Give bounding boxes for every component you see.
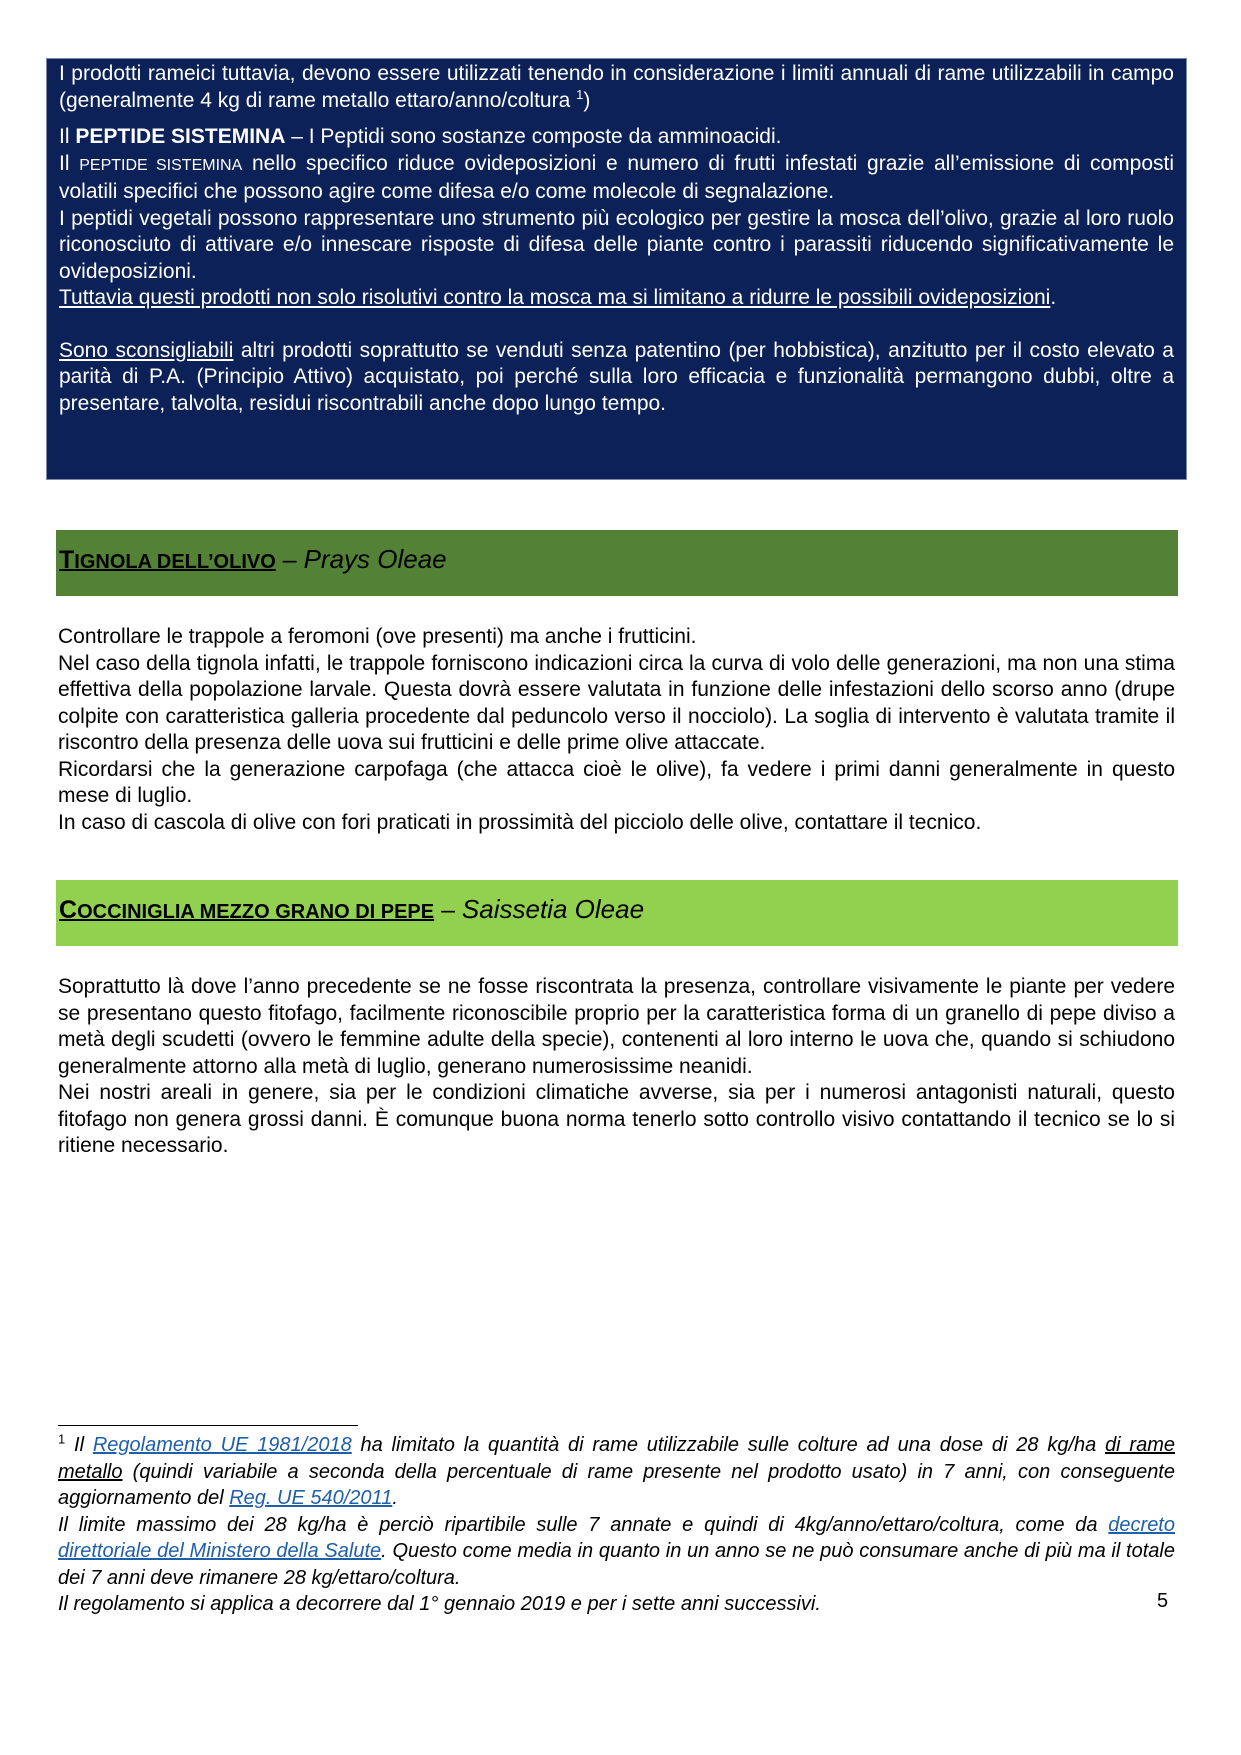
footnote-paragraph-2: Il limite massimo dei 28 kg/ha è perciò ripartibile sulle 7 annate e quindi di 4kg/anno/ettaro/coltura, come da decreto direttoriale del Ministero della Salute. Questo come media in quanto in un anno se ne può consumare anche di più ma il totale dei 7 anni deve rimanere 28 kg/ettaro/coltura. xyxy=(58,1513,1175,1589)
page-number: 5 xyxy=(1157,1590,1169,1612)
footnote-paragraph-3: Il regolamento si applica a decorrere dal 1° gennaio 2019 e per i sette anni successivi. xyxy=(58,1593,821,1615)
footnote-number: 1 xyxy=(58,1431,66,1447)
peptide-sistemina-bold: PEPTIDE SISTEMINA xyxy=(75,125,286,148)
section-title-cocciniglia: COCCINIGLIA MEZZO GRANO DI PEPE xyxy=(59,896,435,924)
section-body-tignola xyxy=(58,624,1175,836)
peptide-detail-paragraph: Il PEPTIDE SISTEMINA nello specifico riduce ovideposizioni e numero di frutti infestati grazie all’emissione di composti volatili specifici che possono agire come difesa e/o come molecole di segnalazione. xyxy=(59,151,1174,203)
decreto-ministero-salute-link[interactable]: decreto direttoriale del Ministero della Salute xyxy=(58,1513,1175,1562)
cocciniglia-line: Nei nostri areali in genere, sia per le condizioni climatiche avverse, sia per i numerosi antagonisti naturali, questo fitofago non genera grossi danni. È comunque buona norma tenerlo sotto controllo visivo contattando il tecnico se lo si ritiene necessario. xyxy=(58,1081,1175,1157)
regolamento-ue-1981-2018-link[interactable]: Regolamento UE 1981/2018 xyxy=(92,1434,352,1456)
section-title-tignola: TIGNOLA DELL’OLIVO xyxy=(59,546,276,574)
footnote xyxy=(58,1432,1175,1618)
peptide-intro-paragraph: Il PEPTIDE SISTEMINA – I Peptidi sono sostanze composte da amminoacidi. xyxy=(59,125,782,148)
tignola-line: Controllare le trappole a feromoni (ove presenti) ma anche i frutticini. xyxy=(58,625,697,648)
tignola-line: In caso di cascola di olive con fori praticati in prossimità del picciolo delle olive, contattare il tecnico. xyxy=(58,810,982,834)
footnote-separator xyxy=(58,1425,358,1426)
reg-ue-540-2011-link[interactable]: Reg. UE 540/2011 xyxy=(229,1487,393,1509)
footnote-ref[interactable]: 1 xyxy=(576,86,584,102)
section-body-cocciniglia xyxy=(58,974,1175,1160)
peptide-vegetal-paragraph: I peptidi vegetali possono rappresentare uno strumento più ecologico per gestire la mosca dell’olivo, grazie al loro ruolo riconosciuto di attivare e/o innescare risposte di difesa delle piante contro i parassiti riducendo significativamente le ovideposizioni. xyxy=(59,206,1174,283)
species-name-prays-oleae: Prays Oleae xyxy=(303,544,447,574)
copper-limits-paragraph: I prodotti rameici tuttavia, devono essere utilizzati tenendo in considerazione i limiti annuali di rame utilizzabili in campo (generalmente 4 kg di rame metallo ettaro/anno/coltura $^1$) xyxy=(59,62,1174,112)
tuttavia-paragraph: Tuttavia questi prodotti non solo risolutivi contro la mosca ma si limitano a ridurre le possibili ovideposizioni. xyxy=(59,286,1057,309)
tignola-line: Nel caso della tignola infatti, le trappole forniscono indicazioni circa la curva di volo delle generazioni, ma non una stima effettiva della popolazione larvale. Questa dovrà essere valutata in funzione delle infestazioni dello scorso anno (drupe colpite con caratteristica galleria procedente dal peduncolo verso il nocciolo). La soglia di intervento è valutata tramite il riscontro della presenza delle uova sui frutticini e delle prime olive attaccate. xyxy=(58,651,1175,754)
section-heading-tignola: TIGNOLA DELL’OLIVO – Prays Oleae xyxy=(56,530,1178,596)
tignola-line: Ricordarsi che la generazione carpofaga (che attacca cioè le olive), fa vedere i primi danni generalmente in questo mese di luglio. xyxy=(58,757,1175,807)
cocciniglia-line: Soprattutto là dove l’anno precedente se ne fosse riscontrata la presenza, controllare visivamente le piante per vedere se presentano questo fitofago, facilmente riconoscibile proprio per la caratteristica forma di un granello di pepe diviso a metà degli scudetti (ovvero le femmine adulte della specie), contenenti al loro interno le uova che, quando si schiudono generalmente attorno alla metà di luglio, generano numerosissime neanidi. xyxy=(58,975,1175,1078)
sconsigliabili-paragraph: Sono sconsigliabili altri prodotti soprattutto se venduti senza patentino (per hobbistica), anzitutto per il costo elevato a parità di P.A. (Principio Attivo) acquistato, poi perché sulla loro efficacia e funzionalità permangono dubbi, oltre a presentare, talvolta, residui riscontrabili anche dopo lungo tempo. xyxy=(59,338,1174,415)
species-name-saissetia-oleae: Saissetia Oleae xyxy=(461,894,645,924)
copper-peptide-info-box xyxy=(46,58,1187,480)
footnote-paragraph-1: $^1$ Il Regolamento UE 1981/2018 ha limitato la quantità di rame utilizzabile sulle colture ad una dose di 28 kg/ha di rame metallo (quindi variabile a seconda della percentuale di rame presente nel prodotto usato) in 7 anni, con conseguente aggiornamento del Reg. UE 540/2011. xyxy=(58,1431,1175,1509)
section-heading-cocciniglia: COCCINIGLIA MEZZO GRANO DI PEPE – Saissetia Oleae xyxy=(56,880,1178,946)
